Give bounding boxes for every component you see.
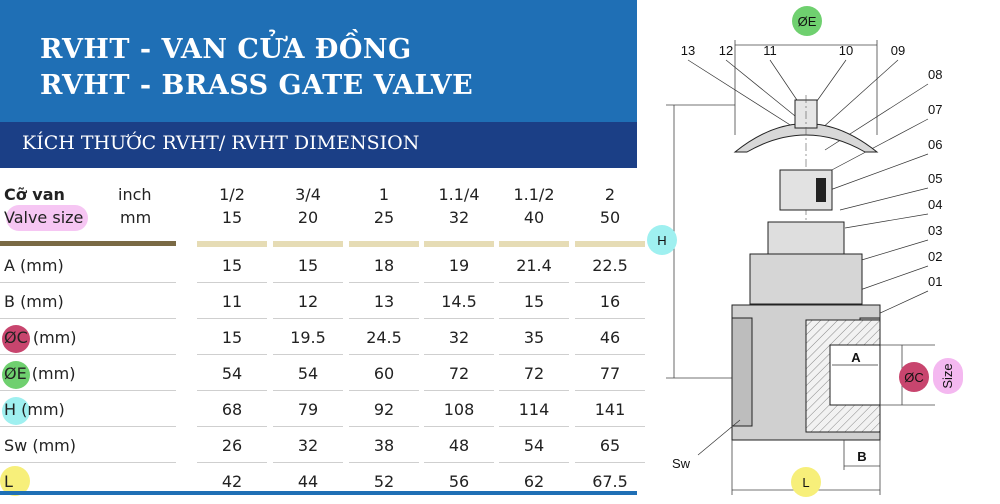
header-rule-column [349,241,419,247]
row-separator [575,426,645,427]
size-mm-cell: 32 [448,208,470,227]
row-separator [424,390,494,391]
row-separator [197,318,267,319]
size-mm-cell: 25 [373,208,395,227]
table-cell: 42 [221,472,243,491]
row-separator [575,354,645,355]
unit-mm: mm [120,208,152,227]
table-cell: 67.5 [592,472,628,491]
table-cell: 68 [221,400,243,419]
dim-c-label: ØC [904,370,924,385]
table-cell: 19.5 [290,328,326,347]
row-separator [197,390,267,391]
part-number-label: 09 [890,43,906,58]
table-cell: 15 [297,256,319,275]
row-separator [273,318,343,319]
part-number-label: 11 [763,43,777,58]
table-cell: 92 [373,400,395,419]
bottom-rule [0,491,637,495]
size-inch-cell: 2 [604,185,616,204]
row-separator [349,282,419,283]
row-separator [499,390,569,391]
table-cell: 24.5 [366,328,402,347]
row-separator [273,426,343,427]
row-separator [273,282,343,283]
table-cell: 18 [373,256,395,275]
part-number-label: 07 [928,102,943,117]
table-cell: 72 [448,364,470,383]
subtitle: KÍCH THƯỚC RVHT/ RVHT DIMENSION [22,132,420,154]
size-mm-cell: 50 [599,208,621,227]
dim-l-label: L [802,475,810,490]
row-separator [273,354,343,355]
table-cell: 14.5 [441,292,477,311]
table-cell: 108 [443,400,475,419]
table-cell: 60 [373,364,395,383]
part-number-label: 06 [928,137,943,152]
size-inch-cell: 1.1/4 [438,185,480,204]
table-cell: 15 [523,292,545,311]
row-separator [0,354,176,355]
table-cell: 65 [599,436,621,455]
part-number-label: 02 [928,249,943,264]
row-separator [575,462,645,463]
table-cell: 15 [221,256,243,275]
table-cell: 21.4 [516,256,552,275]
part-number-label: 05 [928,171,943,186]
row-separator [197,426,267,427]
title-vietnamese: RVHT - VAN CỬA ĐỒNG [40,34,412,65]
dim-h-label: H [657,233,667,248]
row-separator [197,282,267,283]
part-number-label: 04 [928,197,943,212]
table-cell: 19 [448,256,470,275]
table-cell: 77 [599,364,621,383]
row-separator [273,462,343,463]
header-rule-column [499,241,569,247]
row-separator [424,282,494,283]
table-cell: 54 [221,364,243,383]
table-cell: 35 [523,328,545,347]
row-separator [424,318,494,319]
table-cell: 72 [523,364,545,383]
row-label: H (mm) [4,400,65,419]
table-cell: 22.5 [592,256,628,275]
dim-sw-label: Sw [672,456,691,471]
size-mm-cell: 20 [297,208,319,227]
table-cell: 12 [297,292,319,311]
table-cell: 44 [297,472,319,491]
title-english: RVHT - BRASS GATE VALVE [40,70,474,101]
row-separator [197,354,267,355]
table-cell: 54 [523,436,545,455]
table-cell: 62 [523,472,545,491]
row-separator [197,462,267,463]
part-number-label: 12 [718,43,734,58]
row-separator [575,390,645,391]
dim-e-label: ØE [797,14,817,29]
size-inch-cell: 1/2 [219,185,245,204]
row-separator [273,390,343,391]
table-cell: 26 [221,436,243,455]
row-label: A (mm) [4,256,64,275]
size-mm-cell: 40 [523,208,545,227]
part-number-label: 01 [928,274,943,289]
dim-size-label: Size [940,363,955,389]
row-separator [499,354,569,355]
part-number-label: 08 [928,67,943,82]
dim-a-label: A [851,350,861,365]
table-cell: 16 [599,292,621,311]
row-separator [0,462,176,463]
part-number-label: 03 [928,223,943,238]
row-label: Sw (mm) [4,436,76,455]
table-cell: 141 [594,400,626,419]
valve-drawing [640,0,1000,500]
header-rule-label [0,241,176,246]
table-cell: 38 [373,436,395,455]
table-cell: 48 [448,436,470,455]
part-number-label: 10 [838,43,854,58]
row-separator [349,390,419,391]
table-cell: 56 [448,472,470,491]
unit-inch: inch [118,185,152,204]
dim-b-label: B [857,449,867,464]
row-separator [0,426,176,427]
size-label-vn: Cỡ van [4,185,65,204]
row-separator [0,282,176,283]
row-separator [349,426,419,427]
size-inch-cell: 1 [378,185,390,204]
row-separator [575,318,645,319]
size-label-en: Valve size [4,208,84,227]
row-separator [575,282,645,283]
table-cell: 114 [518,400,550,419]
row-separator [424,426,494,427]
row-separator [349,318,419,319]
table-cell: 15 [221,328,243,347]
row-separator [349,354,419,355]
table-cell: 32 [297,436,319,455]
header-rule-column [424,241,494,247]
row-separator [499,282,569,283]
table-cell: 54 [297,364,319,383]
row-separator [0,318,176,319]
row-label: L [4,472,13,491]
header-rule-column [575,241,645,247]
table-cell: 13 [373,292,395,311]
row-separator [424,354,494,355]
table-cell: 46 [599,328,621,347]
header-rule-column [273,241,343,247]
row-separator [424,462,494,463]
table-cell: 32 [448,328,470,347]
size-inch-cell: 3/4 [295,185,321,204]
row-label: B (mm) [4,292,64,311]
row-separator [0,390,176,391]
header-rule-column [197,241,267,247]
size-mm-cell: 15 [221,208,243,227]
table-cell: 52 [373,472,395,491]
row-separator [499,462,569,463]
row-separator [499,426,569,427]
row-label: ØE (mm) [4,364,76,383]
row-separator [499,318,569,319]
row-separator [349,462,419,463]
table-cell: 79 [297,400,319,419]
table-cell: 11 [221,292,243,311]
size-inch-cell: 1.1/2 [513,185,555,204]
row-label: ØC (mm) [4,328,77,347]
part-number-label: 13 [680,43,696,58]
